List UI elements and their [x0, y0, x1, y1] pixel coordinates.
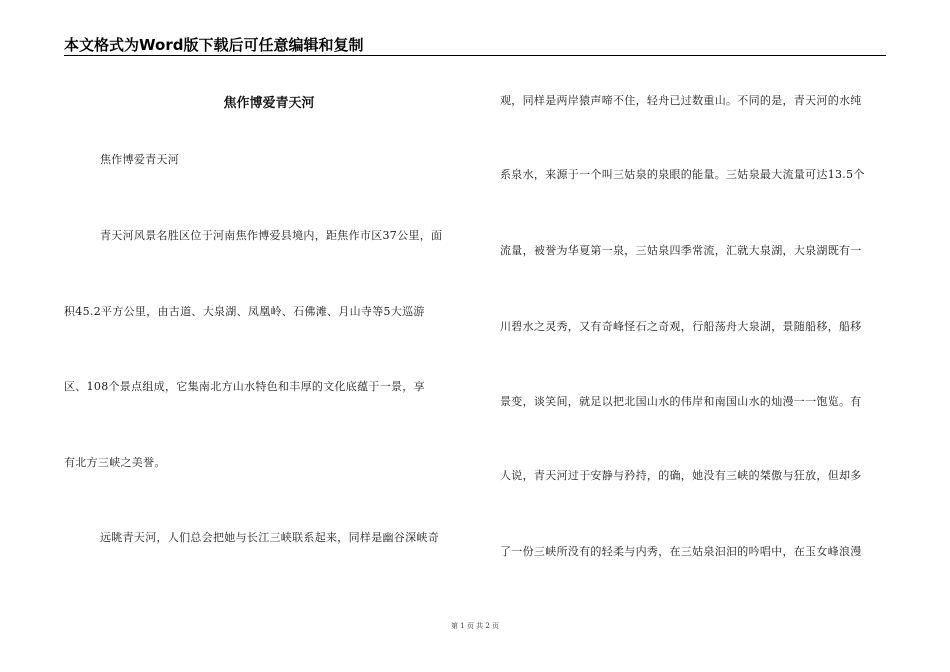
paragraph-line: 流量，被誉为华夏第一泉，三姑泉四季常流，汇就大泉湖，大泉湖既有一 [500, 244, 862, 257]
paragraph-line: 川碧水之灵秀，又有奇峰怪石之奇观，行船荡舟大泉湖，景随船移，船移 [500, 320, 862, 333]
left-column [64, 0, 474, 640]
paragraph-line: 观，同样是两岸猿声啼不住，轻舟已过数重山。不同的是，青天河的水纯 [500, 94, 862, 107]
paragraph-line: 焦作博爱青天河 [100, 153, 180, 166]
paragraph-line: 青天河风景名胜区位于河南焦作博爱县境内，距焦作市区37公里，面 [100, 229, 443, 242]
document-header-banner: 本文格式为Word版下载后可任意编辑和复制 [64, 36, 364, 54]
paragraph-line: 了一份三峡所没有的轻柔与内秀，在三姑泉汩汩的吟唱中，在玉女峰浪漫 [500, 545, 862, 558]
paragraph-line: 区、108个景点组成，它集南北方山水特色和丰厚的文化底蕴于一景，享 [64, 380, 425, 393]
paragraph-line: 系泉水，来源于一个叫三姑泉的泉眼的能量。三姑泉最大流量可达13.5个 [500, 168, 865, 181]
paragraph-line: 人说，青天河过于安静与矜持，的确，她没有三峡的桀傲与狂放，但却多 [500, 469, 862, 482]
paragraph-line: 景变，谈笑间，就足以把北国山水的伟岸和南国山水的灿漫一一饱览。有 [500, 395, 862, 408]
paragraph-line: 积45.2平方公里，由古道、大泉湖、凤凰岭、石佛滩、月山寺等5大巡游 [64, 305, 425, 318]
page-footer: 第 1 页 共 2 页 [450, 622, 500, 630]
document-title: 焦作博爱青天河 [223, 96, 315, 111]
right-column [486, 0, 888, 640]
paragraph-line: 远眺青天河，人们总会把她与长江三峡联系起来，同样是幽谷深峡奇 [100, 531, 439, 544]
paragraph-line: 有北方三峡之美誉。 [64, 456, 166, 469]
